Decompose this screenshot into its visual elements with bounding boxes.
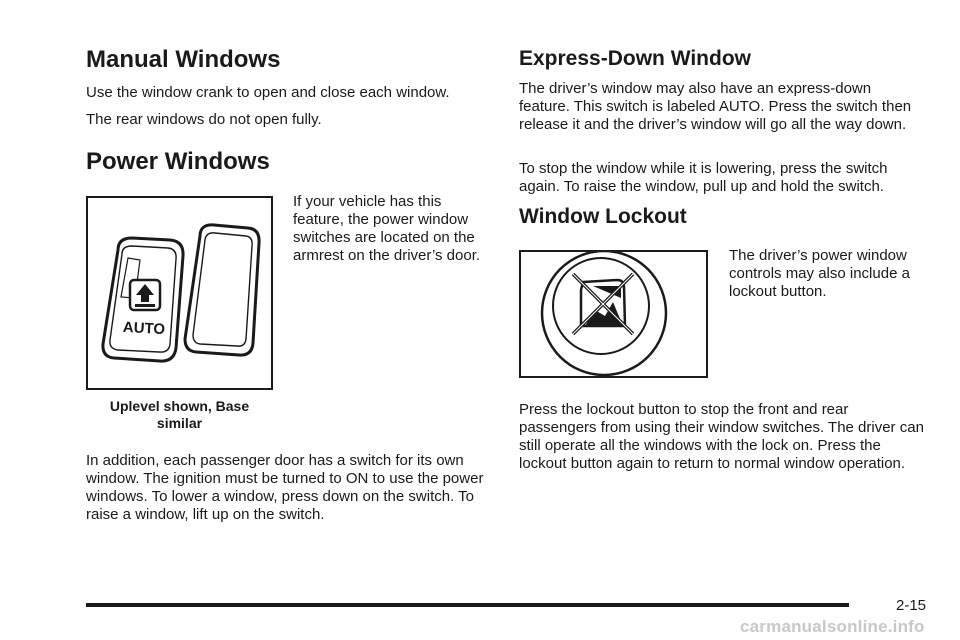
express-down-paragraph-1: The driver’s window may also have an express-down feature. This switch is labeled AUTO. Press the switch then release it and the driver’s window will go all the way down. [519,80,912,133]
window-lockout-side-text: The driver’s power window controls may also include a lockout button. [729,247,910,300]
window-lockout-heading: Window Lockout [519,205,687,228]
auto-switch-label: AUTO [122,318,166,339]
power-window-switch-figure [86,196,273,390]
power-windows-heading: Power Windows [86,148,270,175]
power-windows-side-text: If your vehicle has this feature, the power window switches are located on the armrest on the driver’s door. [293,193,481,264]
power-windows-paragraph-bottom: In addition, each passenger door has a switch for its own window. The ignition must be turned to ON to use the power windows. To lower a window, press down on the switch. To raise a window, lift up on the switch. [86,452,484,523]
express-down-window-heading: Express-Down Window [519,47,751,70]
manual-windows-heading: Manual Windows [86,46,281,73]
power-windows-figure-caption: Uplevel shown, Base similar [109,398,250,431]
manual-windows-paragraph-1: Use the window crank to open and close each window. [86,84,450,101]
watermark-text: carmanualsonline.info [740,617,925,636]
power-window-switch-illustration [88,198,271,388]
page-number: 2-15 [896,597,927,614]
manual-windows-paragraph-2: The rear windows do not open fully. [86,111,322,128]
window-lockout-figure [519,250,708,378]
window-lockout-icon [573,274,633,334]
footer-rule [86,603,849,607]
lockout-button-illustration [521,252,706,376]
express-down-paragraph-2: To stop the window while it is lowering, press the switch again. To raise the window, pull up and hold the switch. [519,160,888,195]
window-lockout-paragraph-bottom: Press the lockout button to stop the front and rear passengers from using their window switches. The driver can still operate all the windows with the lock on. Press the lockout button again to return to normal window operation. [519,401,924,472]
